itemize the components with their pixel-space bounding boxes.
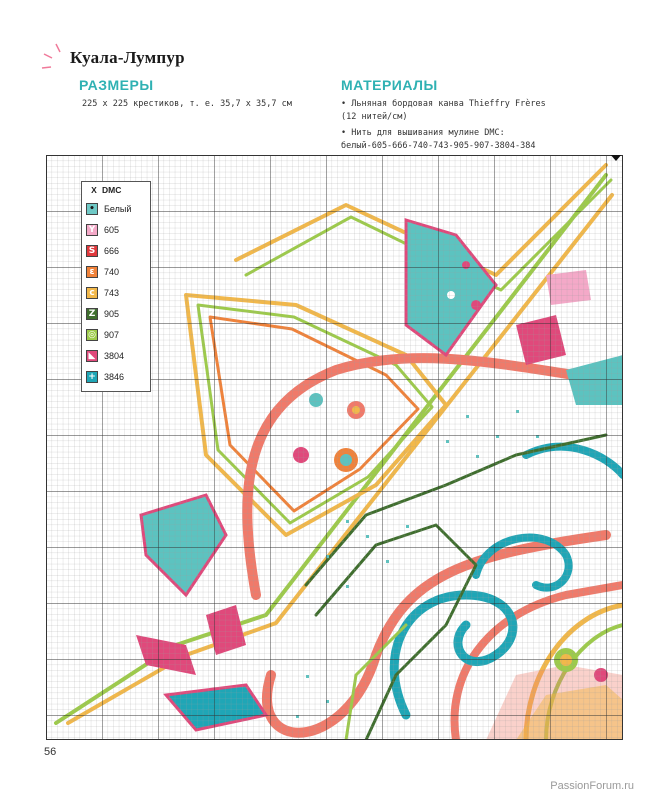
title-block [38, 40, 298, 80]
legend-item [86, 303, 146, 324]
legend-symbol-icon: S [86, 245, 98, 257]
page-number: 56 [44, 746, 57, 758]
legend-item [86, 366, 146, 387]
title-decoration-icon [38, 40, 72, 80]
color-legend [81, 181, 151, 392]
legend-item [86, 219, 146, 240]
legend-symbol-icon: ◣ [86, 350, 98, 362]
legend-label: Белый [104, 203, 132, 214]
legend-item [86, 240, 146, 261]
legend-item [86, 345, 146, 366]
legend-symbol-icon: Y [86, 224, 98, 236]
sizes-text: 225 x 225 крестиков, т. е. 35,7 x 35,7 см [82, 99, 292, 109]
legend-symbol-icon: c [86, 287, 98, 299]
legend-symbol-icon: ◎ [86, 329, 98, 341]
legend-col-x: X [91, 185, 97, 195]
materials-line-3: • Нить для вышивания мулине DMC: [341, 128, 505, 138]
legend-label: 605 [104, 224, 120, 235]
materials-heading: МАТЕРИАЛЫ [341, 77, 438, 93]
legend-header [86, 185, 146, 195]
legend-label: 907 [104, 329, 120, 340]
materials-line-4: белый-605-666-740-743-905-907-3804-384 [341, 141, 536, 151]
legend-label: 740 [104, 266, 120, 277]
legend-col-dmc: DMC [102, 185, 122, 195]
legend-label: 743 [104, 287, 120, 298]
materials-line-1: • Льняная бордовая канва Thieffry Frères [341, 99, 546, 109]
legend-symbol-icon: ε [86, 266, 98, 278]
page-title: Куала-Лумпур [70, 48, 185, 67]
legend-symbol-icon: • [86, 203, 98, 215]
legend-item [86, 324, 146, 345]
legend-item [86, 198, 146, 219]
legend-item [86, 282, 146, 303]
legend-symbol-icon: + [86, 371, 98, 383]
legend-label: 666 [104, 245, 120, 256]
legend-label: 905 [104, 308, 120, 319]
materials-line-2: (12 нитей/см) [341, 112, 408, 122]
sizes-heading: РАЗМЕРЫ [79, 77, 154, 93]
legend-symbol-icon: Z [86, 308, 98, 320]
watermark: PassionForum.ru [550, 780, 634, 792]
legend-item [86, 261, 146, 282]
legend-label: 3846 [104, 371, 125, 382]
legend-label: 3804 [104, 350, 125, 361]
